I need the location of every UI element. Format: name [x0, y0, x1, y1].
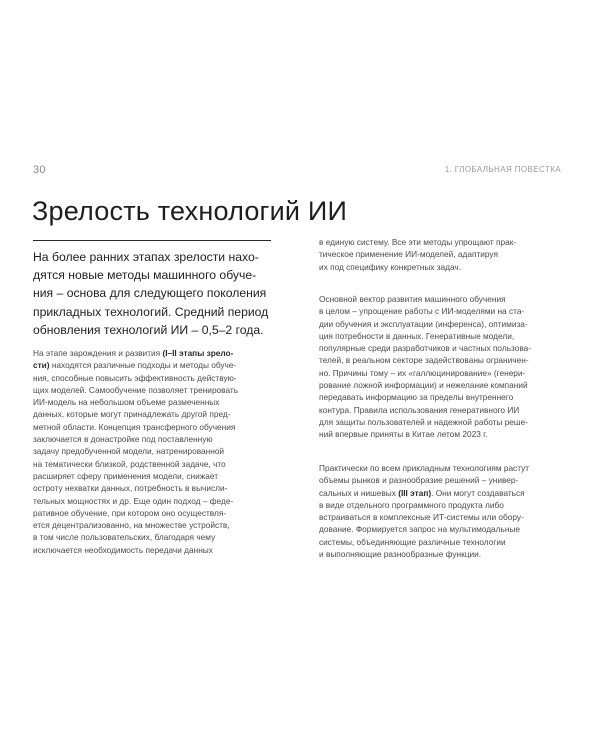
body-line: телей, в реальном секторе задействованы ограничен-	[319, 355, 529, 366]
body-line	[33, 347, 283, 359]
lead-line: На более ранних этапах зрелости нахо-	[33, 250, 259, 264]
body-line: Основной вектор развития машинного обучения	[319, 294, 506, 304]
body-text: . Они могут создаваться	[431, 487, 525, 498]
body-line: заключается в донастройке под поставленную	[33, 434, 213, 445]
body-line: тическое применение ИИ-моделей, адаптируя	[319, 249, 498, 260]
body-line: системы, объединяющие различные технологии	[319, 536, 506, 547]
left-column-paragraph	[33, 347, 283, 556]
right-column-paragraph-2	[319, 293, 569, 441]
page-number: 30	[33, 164, 46, 176]
body-line: задачу предобученной модели, натренированной	[33, 446, 225, 457]
body-line: ИИ-модель на небольшом объеме размеченных	[33, 397, 220, 408]
right-column-paragraph-3	[319, 462, 569, 560]
body-line: тельных мощностях и др. Еще один подход – феде-	[33, 495, 234, 506]
lead-line: обновления технологий ИИ – 0,5–2 года.	[33, 322, 264, 337]
body-line	[319, 487, 569, 499]
section-label: 1. ГЛОБАЛЬНАЯ ПОВЕСТКА	[444, 165, 561, 174]
body-line: на тематически близкой, родственной задаче, что	[33, 458, 226, 469]
body-line: рование ложной информации) и нежелание компаний	[319, 380, 528, 391]
body-line: Практически по всем прикладным технологиям растут	[319, 463, 530, 473]
body-line: дии обучения и эксплуатации (инференса), оптимиза-	[319, 318, 528, 329]
lead-line: дятся новые методы машинного обуче-	[33, 268, 257, 283]
body-line: ция потребности в данных. Генеративные модели,	[319, 330, 515, 341]
body-line: данных, которые могут принадлежать другой пред-	[33, 409, 231, 420]
body-text: сальных и нишевых	[319, 487, 399, 498]
body-line: но. Причины тому – их «галлюцинирование» (генери-	[319, 367, 526, 378]
body-line: встраиваться в комплексные ИТ-системы или обору-	[319, 512, 524, 523]
body-line: в единую систему. Все эти методы упрощают прак-	[319, 237, 517, 247]
body-line: популярные среди разработчиков и частных пользова-	[319, 343, 532, 354]
body-line: их под специфику конкретных задач.	[319, 261, 462, 272]
body-line: и выполняющие разнообразные функции.	[319, 549, 482, 560]
body-line: в виде отдельного программного продукта либо	[319, 499, 504, 510]
body-line: ется децентрализованно, на множестве устройств,	[33, 520, 230, 531]
body-line: ний впервые приняты в Китае летом 2023 г.	[319, 429, 488, 440]
lead-line: прикладных технологий. Средний период	[33, 304, 269, 319]
title-divider	[33, 240, 271, 241]
right-column-paragraph-1	[319, 236, 569, 273]
stage-highlight: (I–II этапы зрело-	[162, 348, 234, 358]
lead-paragraph	[33, 248, 281, 339]
body-line: метной области. Концепция трансферного обучения	[33, 421, 236, 432]
body-line: исключается необходимость передачи данных	[33, 544, 213, 555]
body-line: контура. Правила использования генеративного ИИ	[319, 404, 520, 415]
body-line: передавать информацию за пределы внутреннего	[319, 392, 514, 403]
body-line: ративное обучение, при котором оно осуществля-	[33, 507, 227, 518]
body-line: для защиты пользователей и надежной работы реше-	[319, 416, 528, 427]
page-title: Зрелость технологий ИИ	[32, 196, 348, 226]
body-text: На этапе зарождения и развития	[33, 348, 163, 358]
stage-highlight: сти)	[33, 360, 50, 371]
body-line: объемы рынков и разнообразие решений – универ-	[319, 475, 519, 486]
body-line: в целом – упрощение работы с ИИ-моделями на ста-	[319, 306, 525, 317]
body-line: ния, способные повысить эффективность действую-	[33, 372, 237, 383]
body-line: остроту нехватки данных, потребность в вычисли-	[33, 483, 228, 494]
body-line: в том числе пользовательских, благодаря чему	[33, 532, 216, 543]
body-text: находятся различные подходы и методы обуче-	[49, 360, 237, 371]
body-line: щих моделей. Самообучение позволяет тренировать	[33, 384, 239, 395]
lead-line: ния – основа для следующего поколения	[33, 286, 267, 301]
body-line	[33, 359, 283, 371]
body-line: расширяет сферу применения модели, снижает	[33, 470, 219, 481]
body-line: дование. Формируется запрос на мультимодальные	[319, 524, 520, 535]
stage-highlight: (III этап)	[398, 487, 432, 498]
